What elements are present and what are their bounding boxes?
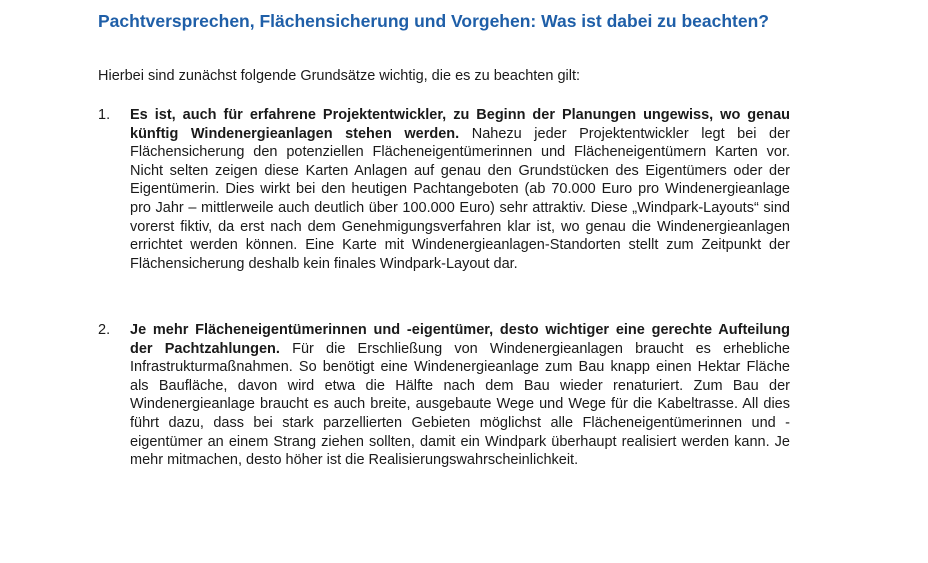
list-item-text: Für die Erschließung von Windenergieanlagen braucht es erhebliche Infrastrukturmaßnahmen. So benötigt eine Windenergieanlage zum Bau knapp einen Hektar Fläche als Baufläche, davon wird etwa die Hälfte nach dem Bau wieder renaturiert. Zum Bau der Windenergieanlage braucht es auch breite, ausgebaute Wege und Wege für die Kabeltrasse. All dies führt dazu, dass bei stark parzellierten Gebieten möglichst alle Flächeneigentümerinnen und -eigentümer an einem Strang ziehen sollten, damit ein Windpark überhaupt realisiert werden kann. Je mehr mitmachen, desto höher ist die Realisierungswahrscheinlichkeit. bbox=[130, 340, 790, 469]
list-item-number: 2. bbox=[98, 322, 111, 338]
intro-paragraph: Hierbei sind zunächst folgende Grundsätze wichtig, die es zu beachten gilt: bbox=[98, 68, 581, 84]
list-item-lead: Es ist, auch für erfahrene Projektentwickler, zu Beginn der Planungen ungewiss, wo genau künftig Windenergieanlagen stehen werden. bbox=[130, 107, 790, 142]
list-item-number: 1. bbox=[98, 107, 111, 123]
list-item-body bbox=[130, 106, 790, 273]
section-heading: Pachtversprechen, Flächensicherung und Vorgehen: Was ist dabei zu beachten? bbox=[98, 11, 769, 31]
list-item-body bbox=[130, 321, 790, 470]
list-item-text: Nahezu jeder Projektentwickler legt bei der Flächensicherung den potenziellen Flächeneigentümerinnen und Flächeneigentümern Karten vor. Nicht selten zeigen diese Karten Anlagen auf genau den Grundstücken des Eigentümers oder der Eigentümerin. Dies wirkt bei den heutigen Pachtangeboten (ab 70.000 Euro pro Windenergieanlage pro Jahr – mittlerweile auch deutlich über 100.000 Euro) sehr attraktiv. Diese „Windpark-Layouts“ sind vorerst fiktiv, da erst nach dem Genehmigungsverfahren klar ist, wo genau die Windenergieanlagen errichtet werden können. Eine Karte mit Windenergieanlagen-Standorten stellt zum Zeitpunkt der Flächensicherung deshalb kein finales Windpark-Layout dar. bbox=[130, 125, 791, 272]
list-item-lead: Je mehr Flächeneigentümerinnen und -eigentümer, desto wichtiger eine gerechte Aufteilung der Pachtzahlungen. bbox=[130, 322, 790, 357]
